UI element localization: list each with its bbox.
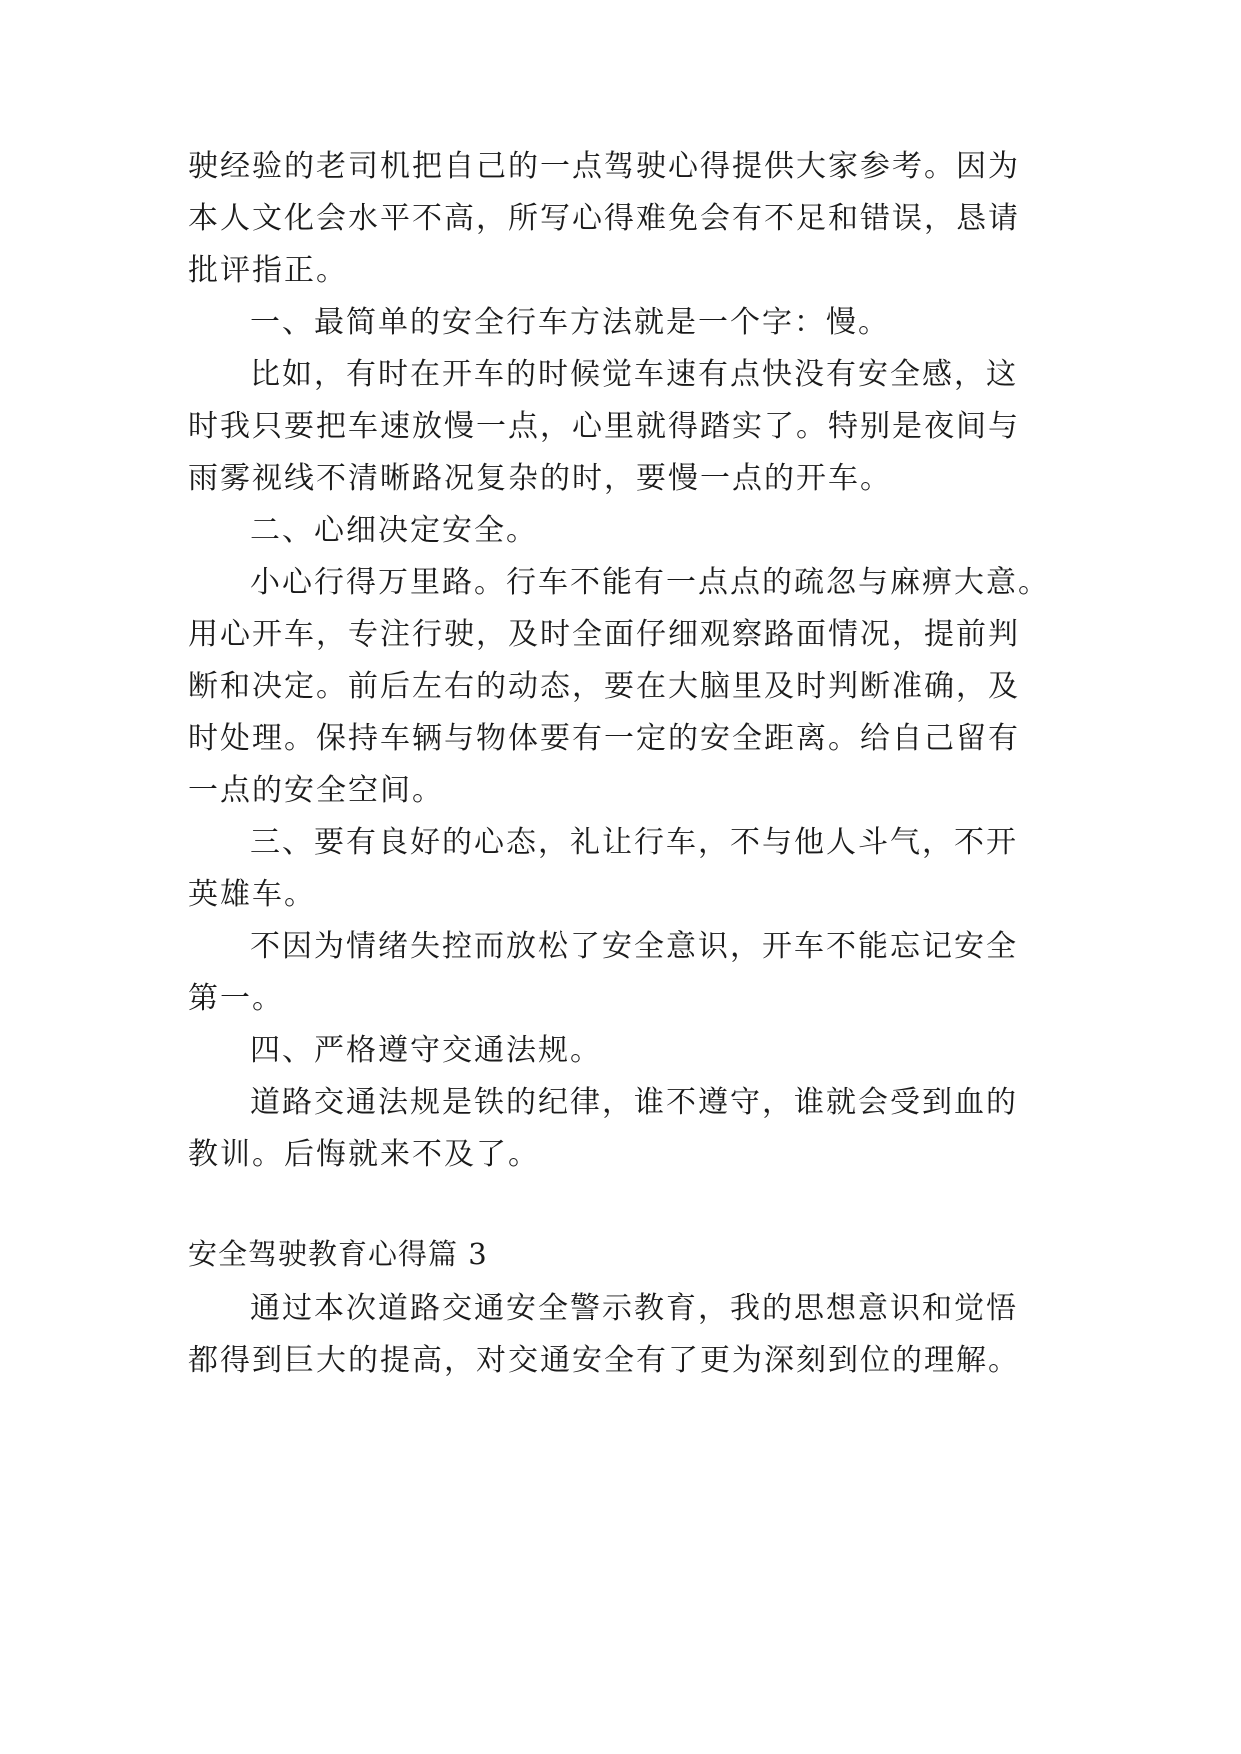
paragraph-line: 道路交通法规是铁的纪律，谁不遵守，谁就会受到血的 bbox=[250, 1085, 1018, 1120]
paragraph-line: 都得到巨大的提高，对交通安全有了更为深刻到位的理解。 bbox=[188, 1343, 1020, 1378]
paragraph-line: 雨雾视线不清晰路况复杂的时，要慢一点的开车。 bbox=[188, 461, 892, 496]
paragraph-line: 时处理。保持车辆与物体要有一定的安全距离。给自己留有 bbox=[188, 721, 1020, 756]
point-4-title: 四、严格遵守交通法规。 bbox=[250, 1033, 602, 1068]
paragraph-line: 第一。 bbox=[188, 981, 284, 1016]
paragraph-line: 断和决定。前后左右的动态，要在大脑里及时判断准确，及 bbox=[188, 669, 1020, 704]
paragraph-line: 通过本次道路交通安全警示教育，我的思想意识和觉悟 bbox=[250, 1291, 1018, 1326]
point-3-title-cont: 英雄车。 bbox=[188, 877, 316, 912]
paragraph-line: 驶经验的老司机把自己的一点驾驶心得提供大家参考。因为 bbox=[188, 149, 1020, 184]
paragraph-line: 不因为情绪失控而放松了安全意识，开车不能忘记安全 bbox=[250, 929, 1018, 964]
paragraph-line: 本人文化会水平不高，所写心得难免会有不足和错误，恳请 bbox=[188, 201, 1020, 236]
paragraph-line: 教训。后悔就来不及了。 bbox=[188, 1137, 540, 1172]
paragraph-line: 小心行得万里路。行车不能有一点点的疏忽与麻痹大意。 bbox=[250, 565, 1050, 600]
paragraph-line: 时我只要把车速放慢一点，心里就得踏实了。特别是夜间与 bbox=[188, 409, 1020, 444]
paragraph-line: 一点的安全空间。 bbox=[188, 773, 444, 808]
point-1-title: 一、最简单的安全行车方法就是一个字：慢。 bbox=[250, 305, 890, 340]
paragraph-line: 批评指正。 bbox=[188, 253, 348, 288]
paragraph-line: 比如，有时在开车的时候觉车速有点快没有安全感，这 bbox=[250, 357, 1018, 392]
paragraph-line: 用心开车，专注行驶，及时全面仔细观察路面情况，提前判 bbox=[188, 617, 1020, 652]
point-2-title: 二、心细决定安全。 bbox=[250, 513, 538, 548]
section-heading: 安全驾驶教育心得篇 3 bbox=[188, 1237, 488, 1271]
point-3-title: 三、要有良好的心态，礼让行车，不与他人斗气，不开 bbox=[250, 825, 1018, 860]
